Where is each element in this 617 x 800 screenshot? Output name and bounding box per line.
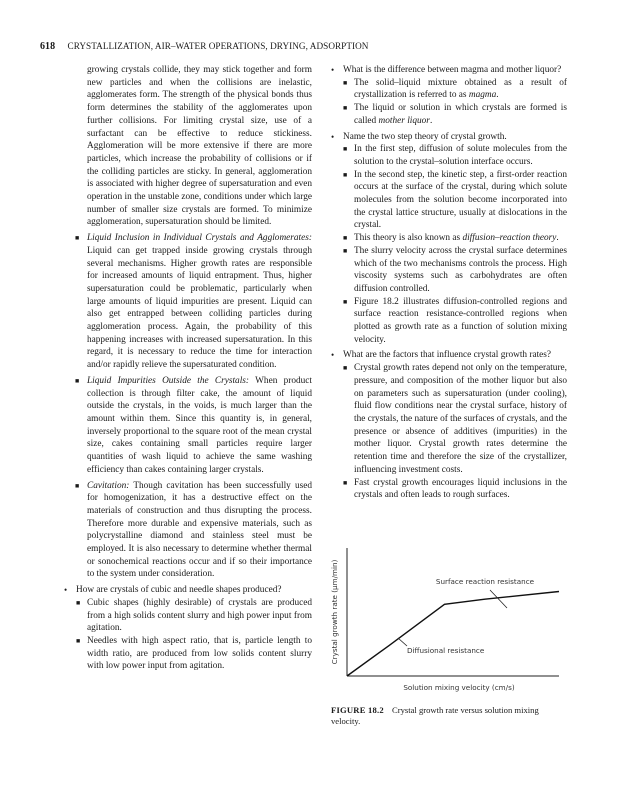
answer-suffix: . <box>429 115 433 126</box>
answer-text: The liquid or solution in which crystals are formed is called <box>354 103 567 126</box>
answer-text: Fast crystal growth encourages liquid inclusions in the crystals and often leads to rough surfaces. <box>354 477 567 501</box>
square-bullet-icon: ■ <box>343 478 348 487</box>
square-bullet-icon: ■ <box>76 598 81 607</box>
list-item <box>64 480 312 582</box>
figure-caption <box>331 705 567 727</box>
left-column <box>64 64 312 673</box>
page-number: 618 <box>40 41 56 52</box>
answer-suffix: . <box>556 233 559 244</box>
item-text: Though cavitation has been successfully used for homogenization, it has a destructive effect on the materials of construction and thus disrupting the process. Therefore more durable and expensive materials, such as polycrystalline diamond and stainless steel must be employed. It is also necessary to determine whether thermal or sonochemical reactions occur and if so their importance to the system under consideration. <box>87 480 313 580</box>
square-bullet-icon: ■ <box>343 145 348 154</box>
round-bullet-icon: • <box>64 585 68 596</box>
answer-text: The solid–liquid mixture obtained as a result of crystallization is referred to as <box>354 77 567 101</box>
y-axis-label: Crystal growth rate (μm/min) <box>330 559 339 665</box>
answer-text: The slurry velocity across the crystal surface determines which of the two mechanisms controls the process. High viscosity systems such as carbohydrates are often diffusion controlled. <box>354 245 567 294</box>
answer-text: Figure 18.2 illustrates diffusion-controlled regions and surface reaction resistance-controlled regions when plotted as growth rate as a function of solution mixing velocity. <box>354 296 567 345</box>
answer-item <box>76 635 312 673</box>
question-item <box>331 64 567 128</box>
running-title: CRYSTALLIZATION, AIR–WATER OPERATIONS, DRYING, ADSORPTION <box>67 41 369 51</box>
square-bullet-icon: ■ <box>343 78 348 87</box>
square-bullet-icon: ■ <box>343 246 348 255</box>
answer-item <box>343 477 567 502</box>
square-bullet-icon: ■ <box>343 364 348 373</box>
answer-item <box>343 102 567 127</box>
square-bullet-icon: ■ <box>75 234 80 243</box>
answer-text: This theory is also known as <box>354 233 463 244</box>
answer-item <box>343 245 567 296</box>
annotation-diffusional: Diffusional resistance <box>407 646 485 655</box>
round-bullet-icon: • <box>331 350 335 361</box>
annotation-surface-reaction: Surface reaction resistance <box>435 577 535 586</box>
answer-text: Cubic shapes (highly desirable) of crystals are produced from a high solids content slurry and high power input from agitation. <box>87 597 312 634</box>
answer-item <box>343 362 567 476</box>
answer-item <box>343 296 567 347</box>
square-bullet-icon: ■ <box>75 376 80 385</box>
x-axis-label: Solution mixing velocity (cm/s) <box>403 683 515 692</box>
round-bullet-icon: • <box>331 65 335 75</box>
question-text: How are crystals of cubic and needle shapes produced? <box>76 585 282 596</box>
square-bullet-icon: ■ <box>75 481 80 490</box>
square-bullet-icon: ■ <box>343 170 348 179</box>
question-item <box>331 131 567 347</box>
answer-item <box>343 143 567 168</box>
item-text: Liquid can get trapped inside growing crystals through several mechanisms. Higher growth rates are responsible for increased amounts of liquid entrapment. Thus, higher supersaturation could be problematic, particularly when large amounts of liquid impurities are present. Liquid can also get entrapped between colliding particles during agglomeration process. Again, the probability of this happening increases with increased supersaturation. In this regard, it is necessary to reduce the time for interaction and/or rapidly relieve the supersaturated condition. <box>87 245 312 371</box>
growth-rate-series-line <box>347 592 559 677</box>
item-title: Cavitation: <box>87 480 130 491</box>
question-item <box>331 349 567 501</box>
item-title: Liquid Inclusion in Individual Crystals and Agglomerates: <box>87 233 312 244</box>
item-title: Liquid Impurities Outside the Crystals: <box>87 375 250 386</box>
answer-text: Crystal growth rates depend not only on the temperature, pressure, and composition of the mother liquor but also on parameters such as supersaturation (under cooling), fluid flow conditions near the crystal surface, history of the crystals, the nature of the surfaces of crystals, and the presence or absence of additives (impurities) in the mother liquor. Crystal growth rates determine the retention time and therefore the size of the crystallizer, influencing investment costs. <box>354 363 567 475</box>
right-column <box>331 64 567 502</box>
item-text: When product collection is through filter cake, the amount of liquid outside the crystals, in the voids, is much larger than the amount within them. Since this quantity is, in general, inversely proportional to the square root of the mean crystal size, cakes containing small particles require larger quantities of wash liquid to achieve the same washing efficiency than cakes containing larger crystals. <box>87 375 313 475</box>
annotation-pointer-diffusional <box>398 638 407 646</box>
answer-item <box>343 232 567 245</box>
list-item <box>64 232 312 372</box>
answer-emphasis: mother liquor <box>378 115 430 126</box>
answer-text: In the second step, the kinetic step, a first-order reaction occurs at the surface of the crystal, during which solute molecules from the solution become incorporated into the crystal lattice structure, usually at dislocations in the crystal. <box>354 169 567 231</box>
round-bullet-icon: • <box>331 131 335 142</box>
question-item <box>64 584 312 673</box>
answer-item <box>76 597 312 635</box>
answer-suffix: . <box>496 90 499 101</box>
figure-caption-text: Crystal growth rate versus solution mixing velocity. <box>331 705 539 726</box>
square-bullet-icon: ■ <box>76 636 81 645</box>
question-text: Name the two step theory of crystal growth. <box>343 131 507 142</box>
question-text: What are the factors that influence crystal growth rates? <box>343 350 552 361</box>
growth-rate-chart <box>327 540 567 700</box>
square-bullet-icon: ■ <box>343 104 348 113</box>
running-header <box>40 41 368 52</box>
figure-label: FIGURE 18.2 <box>331 705 384 715</box>
square-bullet-icon: ■ <box>343 234 348 243</box>
square-bullet-icon: ■ <box>343 297 348 306</box>
answer-text: Needles with high aspect ratio, that is, particle length to width ratio, are produced from low solids content slurry with low power input from agitation. <box>87 635 312 672</box>
answer-item <box>343 77 567 102</box>
answer-text: In the first step, diffusion of solute molecules from the solution to the crystal–solution interface occurs. <box>354 144 567 167</box>
answer-item <box>343 169 567 233</box>
question-text: What is the difference between magma and mother liquor? <box>343 65 562 75</box>
list-item <box>64 375 312 477</box>
intro-paragraph: growing crystals collide, they may stick together and form new particles and when the collisions are inelastic, agglomerates form. The strength of the physical bonds thus form determines the stability of the agglomerates upon further collisions. For limiting crystal size, use of a surfactant can be effective to reduce stickiness. Agglomeration will be more extensive if there are more particles, which increase the probability of collisions or if the colliding particles are sticky. In general, agglomeration is associated with higher degree of supersaturation and even operation in the unstable zone, conditions under which large number of smaller size crystals are formed. To minimize agglomeration, supersaturation should be limited. <box>87 65 312 228</box>
answer-emphasis: diffusion–reaction theory <box>462 233 557 244</box>
answer-emphasis: magma <box>468 90 497 101</box>
